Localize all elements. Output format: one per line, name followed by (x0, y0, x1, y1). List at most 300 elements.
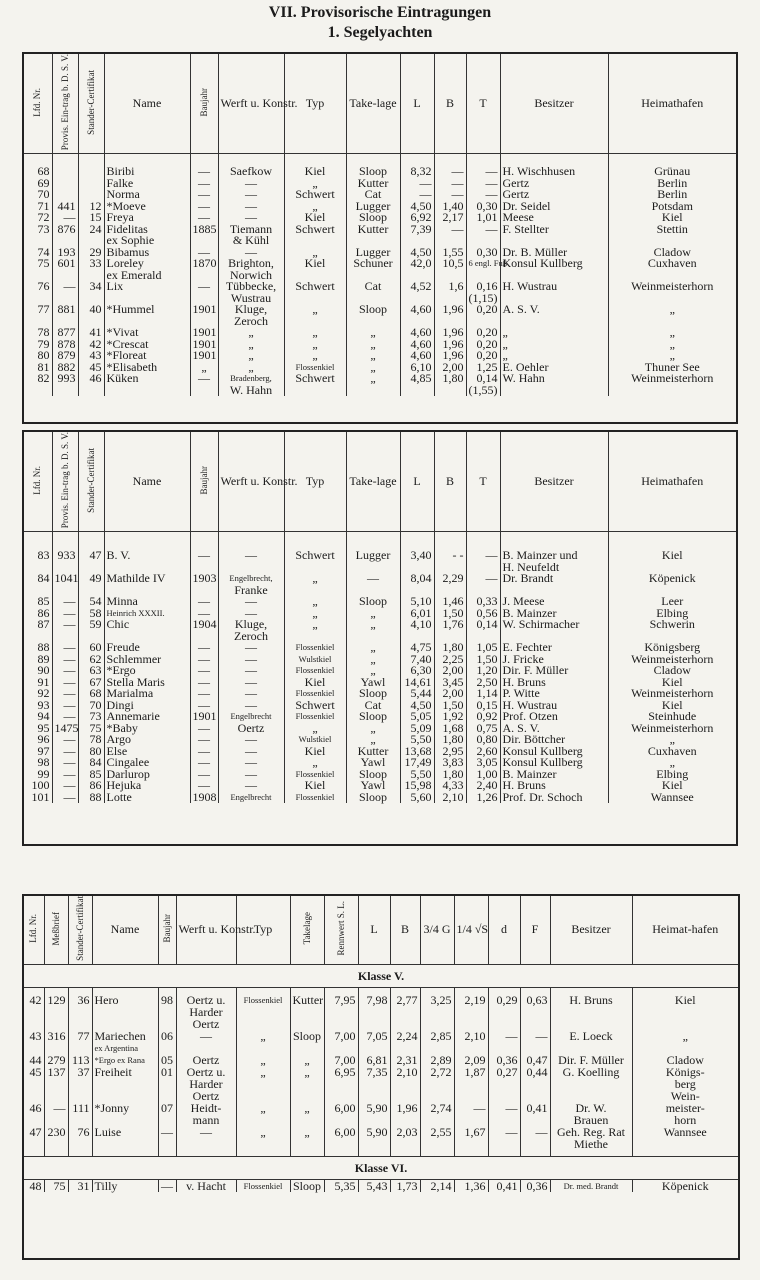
table-cell: „ (218, 327, 284, 339)
table-cell (420, 1138, 454, 1150)
table-cell: — (218, 642, 284, 654)
table-cell: Flossenkiel (284, 665, 346, 677)
table-cell: — (190, 642, 218, 654)
table-cell: 84 (24, 573, 52, 585)
table-cell: 93 (24, 700, 52, 712)
table-cell: 8,04 (400, 573, 434, 585)
table-cell (158, 1114, 176, 1126)
table-cell: „ (236, 1126, 290, 1138)
table-cell: 71 (24, 201, 52, 213)
table-cell: Lix (104, 281, 190, 293)
column-header-label: Meßbrief (50, 911, 61, 946)
table-cell: 1885 (190, 224, 218, 236)
table-cell: Flossenkiel (284, 688, 346, 700)
table-cell: 876 (52, 224, 78, 236)
table-cell: — (218, 596, 284, 608)
column-header-besitzer (500, 54, 608, 154)
table-cell: — (176, 1030, 236, 1042)
table-cell: Franke (218, 585, 284, 597)
table-cell: „ (236, 1030, 290, 1042)
table-cell: Cat (346, 189, 400, 201)
table-cell: Harder (176, 1078, 236, 1090)
column-header-label: Heimathafen (641, 96, 704, 111)
table-cell: H. Neufeldt (500, 562, 608, 574)
table-cell: 7,40 (400, 654, 434, 666)
table-cell: (1,55) (466, 385, 500, 397)
table-cell: 1,96 (434, 339, 466, 351)
table-cell: „ (284, 608, 346, 620)
table-cell: — (52, 281, 78, 293)
table-cell: Flossenkiel (284, 769, 346, 781)
column-header-d (488, 896, 520, 964)
table-cell (92, 1114, 158, 1126)
table-cell: *Ergo (104, 665, 190, 677)
table-cell: 63 (78, 665, 104, 677)
table-cell: Steinhude (648, 709, 697, 724)
column-header-b (390, 896, 420, 964)
table-cell: 1,80 (434, 734, 466, 746)
yacht-table-2 (24, 432, 736, 803)
table-cell: „ (290, 1066, 324, 1078)
table-cell (324, 1042, 358, 1054)
table-cell: 5,90 (358, 1126, 390, 1138)
table-row (24, 1179, 738, 1192)
table-cell: 993 (52, 373, 78, 385)
table-cell: — (466, 224, 500, 236)
table-cell: 1,92 (434, 711, 466, 723)
table-cell: Annemarie (104, 711, 190, 723)
table-cell: Miethe (550, 1138, 632, 1150)
table-cell: „ (190, 362, 218, 374)
table-cell: 4,50 (400, 247, 434, 259)
table-cell (236, 1006, 290, 1018)
table-cell: — (218, 178, 284, 190)
table-cell: 882 (52, 362, 78, 374)
table-cell: 0,14 (466, 619, 500, 631)
table-cell (68, 1138, 92, 1150)
table-cell: 1903 (190, 573, 218, 585)
page-subtitle: 1. Segelyachten (327, 24, 433, 41)
table-cell (158, 1090, 176, 1102)
table-cell (24, 385, 52, 397)
table-cell (324, 1018, 358, 1030)
table-cell: 15,98 (400, 780, 434, 792)
table-cell (454, 1042, 488, 1054)
table-cell: — (346, 573, 400, 585)
table-cell: 1901 (190, 339, 218, 351)
table-cell: 82 (24, 373, 52, 385)
table-cell: — (190, 757, 218, 769)
table-cell: Zeroch (218, 631, 284, 643)
table-cell: Kluge, (218, 304, 284, 316)
table-cell: Wannsee (663, 1124, 707, 1139)
table-cell: Lotte (104, 792, 190, 804)
column-header-heimat-hafen (632, 896, 738, 964)
table-cell: 1,40 (434, 201, 466, 213)
table-cell (52, 166, 78, 178)
table-cell: 49 (78, 573, 104, 585)
table-cell: 34 (78, 281, 104, 293)
column-header-heimathafen (608, 54, 736, 154)
column-header-l (358, 896, 390, 964)
table-cell: 47 (24, 1126, 44, 1138)
table-cell: 0,44 (520, 1066, 550, 1078)
column-header-name (104, 432, 190, 532)
table-cell: — (190, 281, 218, 293)
table-cell: „ (500, 327, 608, 339)
table-cell: „ (218, 339, 284, 351)
table-cell: 2,77 (390, 994, 420, 1006)
table-cell: Thuner See (644, 359, 700, 374)
column-header-label: Lfd. Nr. (28, 914, 39, 943)
table-cell: Lugger (346, 247, 400, 259)
table-cell: 07 (158, 1102, 176, 1114)
table-cell: Geh. Reg. Rat (550, 1126, 632, 1138)
table-cell: 12 (78, 201, 104, 213)
table-cell: 42 (78, 339, 104, 351)
column-header-label: Typ (305, 474, 325, 489)
table-cell: 83 (24, 550, 52, 562)
table-cell: Flossenkiel (236, 994, 290, 1006)
table-cell: 1,25 (466, 362, 500, 374)
table-cell (92, 1078, 158, 1090)
table-cell: *Elisabeth (104, 362, 190, 374)
table-cell (24, 1078, 44, 1090)
table-cell: 2,55 (420, 1126, 454, 1138)
table-cell: — (218, 654, 284, 666)
table-cell: 17,49 (400, 757, 434, 769)
table-cell: 1,20 (466, 665, 500, 677)
table-cell: Wustrau (218, 293, 284, 305)
table-cell: 1,80 (434, 642, 466, 654)
table-cell: — (52, 608, 78, 620)
table-row (24, 1126, 738, 1138)
column-header-label: Name (132, 474, 162, 489)
column-header-label: Take-lage (349, 474, 397, 489)
klasse-heading: Klasse V. (24, 964, 738, 987)
column-header-label: Baujahr (198, 465, 209, 495)
table-cell (520, 1114, 550, 1126)
table-cell: 4,60 (400, 339, 434, 351)
page-title: VII. Provisorische Eintragungen (268, 4, 492, 21)
table-cell (236, 1114, 290, 1126)
column-header-provis-ein-trag-b-d-s-v (52, 432, 78, 532)
table-cell: „ (346, 665, 400, 677)
table-cell: W. Schirmacher (500, 619, 608, 631)
table-cell: 100 (24, 780, 52, 792)
column-header-t (466, 54, 500, 154)
table-cell: 6,30 (400, 665, 434, 677)
table-cell: ex Argentina (92, 1042, 158, 1054)
table-cell: 95 (24, 723, 52, 735)
table-cell: „ (290, 1126, 324, 1138)
table-cell: 2,89 (420, 1054, 454, 1066)
table-cell (236, 1090, 290, 1102)
table-cell: — (434, 178, 466, 190)
table-cell: Lugger (346, 550, 400, 562)
table-cell: — (218, 212, 284, 224)
table-cell: 0,20 (466, 339, 500, 351)
table-cell: 31 (68, 1179, 92, 1192)
table-cell: 54 (78, 596, 104, 608)
table-cell: 2,00 (434, 665, 466, 677)
table-cell: — (52, 642, 78, 654)
table-cell: 85 (78, 769, 104, 781)
table-cell (488, 1078, 520, 1090)
table-cell: „ (290, 1054, 324, 1066)
table-cell: „ (346, 608, 400, 620)
table-cell: — (218, 769, 284, 781)
table-cell (78, 166, 104, 178)
table-cell: — (466, 166, 500, 178)
table-cell: 4,75 (400, 642, 434, 654)
table-cell (290, 1114, 324, 1126)
table-cell (454, 1018, 488, 1030)
table-cell (358, 1042, 390, 1054)
table-cell: 933 (52, 550, 78, 562)
table-cell: Mathilde IV (104, 573, 190, 585)
table-cell (68, 1114, 92, 1126)
table-cell: — (52, 780, 78, 792)
table-cell: 79 (24, 339, 52, 351)
table-cell: „ (500, 350, 608, 362)
table-cell: 4,85 (400, 373, 434, 385)
table-cell: Stella Maris (104, 677, 190, 689)
table-cell: — (190, 700, 218, 712)
table-cell: 1,80 (434, 373, 466, 385)
table-cell: — (218, 247, 284, 259)
table-cell: — (190, 734, 218, 746)
table-cell (290, 1018, 324, 1030)
table-cell: 0,20 (466, 304, 500, 316)
table-row (24, 550, 736, 562)
table-cell: 75 (24, 258, 52, 270)
table-cell: 3,83 (434, 757, 466, 769)
table-cell: Else (104, 746, 190, 758)
table-cell: H. Bruns (500, 780, 608, 792)
table-cell (550, 1042, 632, 1054)
table-cell: P. Witte (500, 688, 608, 700)
table-cell: Kiel (661, 210, 683, 225)
table-cell: 59 (78, 619, 104, 631)
column-header-stander-certifikat (78, 432, 104, 532)
column-header-baujahr (190, 432, 218, 532)
table-cell: „ (669, 732, 675, 747)
table-cell: 15 (78, 212, 104, 224)
column-header-label: Besitzer (534, 474, 574, 489)
table-cell: ex Sophie (104, 235, 190, 247)
table-cell: — (454, 1102, 488, 1114)
table-cell: 69 (24, 178, 52, 190)
table-cell (400, 385, 434, 397)
table-cell: Königs- (665, 1064, 705, 1079)
table-cell: „ (284, 757, 346, 769)
table-cell: 2,29 (434, 573, 466, 585)
table-cell (158, 1138, 176, 1150)
table-cell (550, 1018, 632, 1030)
table-cell: H. Wustrau (500, 281, 608, 293)
table-cell: 2,74 (420, 1102, 454, 1114)
table-cell: 113 (68, 1054, 92, 1066)
table-cell: „ (290, 1102, 324, 1114)
table-cell: 1,68 (434, 723, 466, 735)
table-cell: 4,50 (400, 700, 434, 712)
table-cell: 0,47 (520, 1054, 550, 1066)
table-cell: 0,36 (520, 1179, 550, 1192)
table-cell: — (190, 665, 218, 677)
table-cell (420, 1018, 454, 1030)
table-row (24, 1018, 738, 1030)
table-cell: Bibamus (104, 247, 190, 259)
table-cell: „ (284, 327, 346, 339)
table-cell: — (218, 746, 284, 758)
table-cell (420, 1114, 454, 1126)
table-cell: 40 (78, 304, 104, 316)
table-cell: — (52, 769, 78, 781)
table-cell: Norwich (218, 270, 284, 282)
table-cell: 5,50 (400, 734, 434, 746)
table-cell: — (52, 665, 78, 677)
table-cell: 46 (78, 373, 104, 385)
table-cell: Kiel (661, 548, 683, 563)
column-header-takelage (290, 896, 324, 964)
table-cell (158, 1006, 176, 1018)
table-cell (24, 1018, 44, 1030)
table-cell: 0,30 (466, 201, 500, 213)
table-cell: Kiel (284, 746, 346, 758)
table-cell: 76 (68, 1126, 92, 1138)
table-cell: — (434, 166, 466, 178)
table-cell: 43 (24, 1030, 44, 1042)
table-cell (358, 1006, 390, 1018)
table-cell: „ (218, 362, 284, 374)
table-cell: — (190, 178, 218, 190)
table-cell: Cat (346, 700, 400, 712)
table-cell: Dr. Brandt (500, 573, 608, 585)
table-cell: Oertz u. (176, 994, 236, 1006)
table-cell: horn (674, 1112, 697, 1127)
table-cell: Tiemann (218, 224, 284, 236)
table-cell: 3,25 (420, 994, 454, 1006)
table-cell: 1,96 (434, 304, 466, 316)
table-cell: Schwert (284, 700, 346, 712)
table-cell: Konsul Kullberg (500, 757, 608, 769)
table-cell: Schwerin (649, 617, 695, 632)
column-header-f (520, 896, 550, 964)
table-cell: Sloop (346, 166, 400, 178)
table-cell: 1,73 (390, 1179, 420, 1192)
column-header-label: L (370, 922, 378, 937)
table-cell: 879 (52, 350, 78, 362)
table-cell: „ (346, 734, 400, 746)
table-cell: v. Hacht (176, 1179, 236, 1192)
column-header-baujahr (190, 54, 218, 154)
table-cell: 0,20 (466, 327, 500, 339)
table-cell: 0,14 (466, 373, 500, 385)
table-cell: — (466, 573, 500, 585)
table-cell: Dr. W. (550, 1102, 632, 1114)
column-header-label: Werft u. Konstr. (220, 474, 298, 489)
table-cell: Kiel (674, 992, 696, 1007)
table-cell: 01 (158, 1066, 176, 1078)
table-cell: B. Mainzer und (500, 550, 608, 562)
table-row (24, 1114, 738, 1126)
table-cell: 0,80 (466, 734, 500, 746)
table-cell: Freya (104, 212, 190, 224)
table-cell: Flossenkiel (284, 792, 346, 804)
table-cell: — (400, 178, 434, 190)
column-header-label: L (413, 96, 421, 111)
table-cell: (1,15) (466, 293, 500, 305)
table-cell (358, 1078, 390, 1090)
column-header-label: B (445, 474, 454, 489)
table-cell (52, 385, 78, 397)
column-header-label: Typ (305, 96, 325, 111)
table-cell: — (218, 700, 284, 712)
table-cell: 5,60 (400, 792, 434, 804)
table-cell: J. Fricke (500, 654, 608, 666)
table-cell: 1904 (190, 619, 218, 631)
table-cell: 2,85 (420, 1030, 454, 1042)
table-cell: — (488, 1102, 520, 1114)
table-cell: Gertz (500, 178, 608, 190)
table-cell: 99 (24, 769, 52, 781)
table-cell: 4,33 (434, 780, 466, 792)
table-cell (68, 1078, 92, 1090)
column-header-label: B (445, 96, 454, 111)
column-header-label: Take-lage (349, 96, 397, 111)
table-cell: *Vivat (104, 327, 190, 339)
table-cell: 68 (24, 166, 52, 178)
column-header-label: Besitzer (571, 922, 611, 937)
table-cell: „ (682, 1028, 688, 1043)
table-cell: Hero (92, 994, 158, 1006)
table-cell: 2,95 (434, 746, 466, 758)
table-cell: 2,24 (390, 1030, 420, 1042)
table-cell (500, 316, 608, 328)
table-cell: Meese (500, 212, 608, 224)
column-header-t (466, 432, 500, 532)
table-cell: 88 (78, 792, 104, 804)
table-cell: Berlin (657, 187, 688, 202)
table-cell (158, 1078, 176, 1090)
table-cell: — (190, 688, 218, 700)
table-cell (104, 385, 190, 397)
table-cell (44, 1090, 68, 1102)
table-cell: Engelbrecht (218, 711, 284, 723)
table-cell: Königsberg (644, 640, 701, 655)
table-cell: Sloop (346, 769, 400, 781)
table-cell: — (218, 677, 284, 689)
table-cell: Wulstkiel (284, 654, 346, 666)
table-cell: — (190, 677, 218, 689)
table-cell: H. Bruns (550, 994, 632, 1006)
table-cell: 73 (24, 224, 52, 236)
table-cell: Sloop (346, 212, 400, 224)
table-cell: H. Bruns (500, 677, 608, 689)
table-cell: Kutter (346, 178, 400, 190)
table-cell: Kiel (661, 674, 683, 689)
table-row (24, 1066, 738, 1078)
table-cell (520, 1006, 550, 1018)
table-cell: Engelbrecht (218, 792, 284, 804)
table-cell: — (466, 178, 500, 190)
table-cell: Köpenick (648, 571, 696, 586)
table-cell: Kiel (284, 677, 346, 689)
table-cell: „ (236, 1102, 290, 1114)
table-cell: — (190, 654, 218, 666)
table-cell: 2,40 (466, 780, 500, 792)
